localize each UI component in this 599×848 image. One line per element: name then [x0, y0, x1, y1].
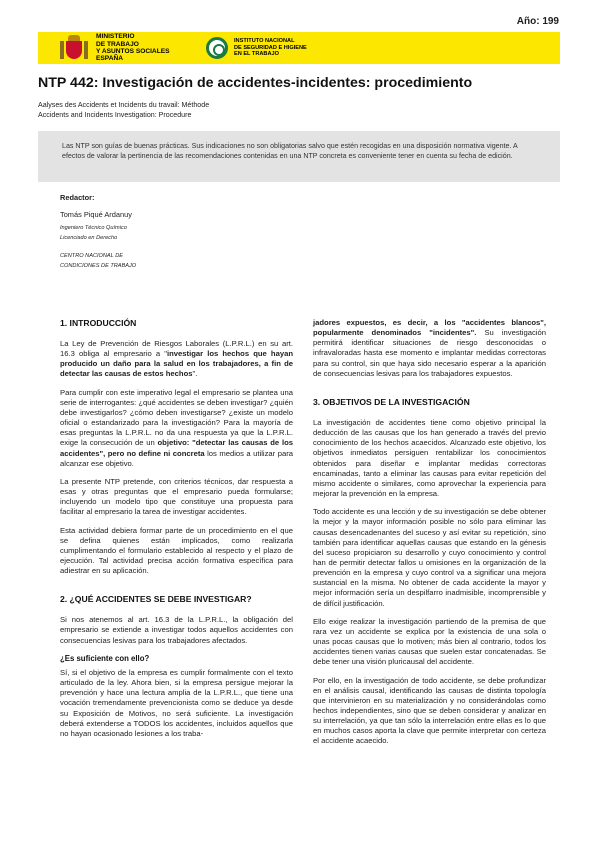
- disclaimer-box: [38, 131, 560, 182]
- paragraph: Para cumplir con este imperativo legal el empresario se plantea una serie de interrogantes: ¿qué accidentes se deben investigar? ¿quién debe investigarlos? ¿cómo deben investigarse? ¿existe un modelo oficial o estandarizado para la investigación? Para la mayoría de esas preguntas la L.P.R.L. no da una respuesta ya que la L.P.R.L. exige la consecución de un objetivo: "detectar las causas de los accidentes", pero no define ni concreta los medios a utilizar para alcanzar ese objetivo.: [60, 387, 293, 468]
- column-left: [60, 318, 293, 747]
- author-center-1: CENTRO NACIONAL DE: [60, 253, 123, 259]
- subheading-es-suficiente: ¿Es suficiente con ello?: [60, 653, 150, 663]
- paragraph: Todo accidente es una lección y de su investigación se debe obtener la mejor y la mayor información posible no sólo para eliminar las causas desencadenantes del suceso y así evitar su repetición, sino también para identificar aquellas causas que estando en la génesis del suceso propiciaron su desarrollo y cuyo conocimiento y control han de permitir detectar fallos u omisiones en la organización de la prevención en la empresa y cuyo control va a significar una mejora sustancial en la misma. No obtener de cada accidente la mayor y mejor información sería un despilfarro inadmisible, incomprensible y de difícil justificación.: [313, 507, 546, 608]
- author-label: Redactor:: [60, 193, 95, 202]
- paragraph: La Ley de Prevención de Riesgos Laborales (L.P.R.L.) en su art. 16.3 obliga al empresario a "investigar los hechos que hayan producido un daño para la salud en los trabajadores, a fin de detectar las causas de estos hechos".: [60, 339, 293, 379]
- paragraph: Ello exige realizar la investigación partiendo de la premisa de que rara vez un accidente se explica por la existencia de una sola o unas pocas causas que lo motiven; más bien al contrario, todos los accidentes tienen varias causas que suelen estar concatenadas. Se debe tener una visión pluricausal del accidente.: [313, 616, 546, 667]
- institute-mark-icon: [206, 37, 228, 59]
- subtitle-english: Accidents and Incidents Investigation: Procedure: [38, 110, 192, 119]
- institute-line-1: INSTITUTO NACIONAL: [234, 38, 295, 45]
- paragraph: jadores expuestos, es decir, a los "accidentes blancos", popularmente denominados "incidentes". Su investigación permitirá identificar situaciones de riesgo desconocidas o infravaloradas hasta ese momento e implantar medidas correctoras para su control, sin que haya sido necesario esperar a la aparición de consecuencias lesivas para los trabajadores expuestos.: [313, 318, 547, 378]
- ministry-logo: [38, 32, 170, 64]
- paragraph: Si nos atenemos al art. 16.3 de la L.P.R.L., la obligación del empresario se extiende a investigar todos aquellos accidentes con consecuencias lesivas para los trabajadores afectados.: [60, 615, 293, 645]
- logo-bar: [38, 32, 560, 64]
- author-name: Tomás Piqué Ardanuy: [60, 210, 132, 219]
- author-block: [60, 193, 136, 271]
- institute-line-3: EN EL TRABAJO: [234, 51, 279, 58]
- ministry-name: [96, 33, 170, 63]
- disclaimer-text: Las NTP son guías de buenas prácticas. Sus indicaciones no son obligatorias salvo que estén recogidas en una disposición normativa vigente. A efectos de valorar la pertinencia de las recomendaciones contenidas en una NTP concreta es conveniente tener en cuenta su fecha de edición.: [62, 142, 518, 161]
- year-label: Año: 199: [516, 16, 559, 27]
- coat-of-arms-icon: [58, 35, 90, 63]
- institute-logo: [206, 34, 307, 62]
- paragraph: Sí, si el objetivo de la empresa es cumplir formalmente con el texto articulado de la ley. Ahora bien, si la empresa persigue mejorar la prevención y hace una lectura amplia de la L.P.R.L., que tiene una vocación tremendamente prevencionista como se deduce ya desde su Exposición de Motivos, no será suficiente. La investigación deberá extenderse a TODOS los accidentes, incluidos aquellos que no hayan ocasionado lesiones a los traba-: [60, 667, 293, 738]
- paragraph: La investigación de accidentes tiene como objetivo principal la deducción de las causas que los han generado a través del previo conocimiento de los hechos acaecidos. Alcanzado este objetivo, los objetivos inmediatos persiguen rentabilizar los conocimientos obtenidos para diseñar e implantar medidas correctoras encaminadas, tanto a eliminar las causas para evitar repetición del mismo accidente o similares, como aprovechar la experiencia para mejorar la prevención en la empresa.: [313, 417, 546, 499]
- column-right: [313, 318, 546, 755]
- paragraph: La presente NTP pretende, con criterios técnicos, dar respuesta a esas y otras preguntas que el empresario pueda formularse; incluyendo un modelo tipo que constituye una propuesta para facilitar al empresario la tarea de investigar accidentes.: [60, 476, 293, 517]
- section-heading-introduccion: 1. INTRODUCCIÓN: [60, 318, 137, 328]
- section-heading-que-accidentes: 2. ¿QUÉ ACCIDENTES SE DEBE INVESTIGAR?: [60, 594, 252, 605]
- ministry-line-3: Y ASUNTOS SOCIALES: [96, 48, 170, 55]
- section-heading-objetivos: 3. OBJETIVOS DE LA INVESTIGACIÓN: [313, 396, 470, 407]
- institute-line-2: DE SEGURIDAD E HIGIENE: [234, 44, 307, 51]
- ministry-line-1: MINISTERIO: [96, 33, 135, 41]
- subtitles: [38, 101, 209, 120]
- paragraph: Esta actividad debiera formar parte de un procedimiento en el que se defina quienes están implicados, como realizarla cumplimentando el formulario establecido al respecto y el plazo de ejecución. Tal actividad precisa acción formativa específica para adiestrar en su aplicación.: [60, 525, 293, 576]
- ministry-line-2: DE TRABAJO: [96, 40, 139, 48]
- author-title-2: Licenciado en Derecho: [60, 235, 118, 241]
- author-center-2: CONDICIONES DE TRABAJO: [60, 263, 137, 269]
- document-title: NTP 442: Investigación de accidentes-incidentes: procedimiento: [38, 75, 473, 91]
- paragraph: Por ello, en la investigación de todo accidente, se debe profundizar en el análisis causal, identificando las causas de distinta topología que intervinieron en su materialización y no considerándolas como hechos independientes, sino que se deben considerar y analizar en su interrelación, ya que tan sólo la interrelación entre ellas es lo que en muchos casos aporta la clave que permite interpretar con certeza el accidente acaecido.: [313, 675, 546, 746]
- subtitle-french: Aalyses des Accidents et Incidents du travail: Méthode: [38, 101, 210, 109]
- ministry-line-4: ESPAÑA: [96, 55, 123, 63]
- institute-name: [234, 38, 307, 57]
- author-title-1: Ingeniero Técnico Químico: [60, 225, 127, 231]
